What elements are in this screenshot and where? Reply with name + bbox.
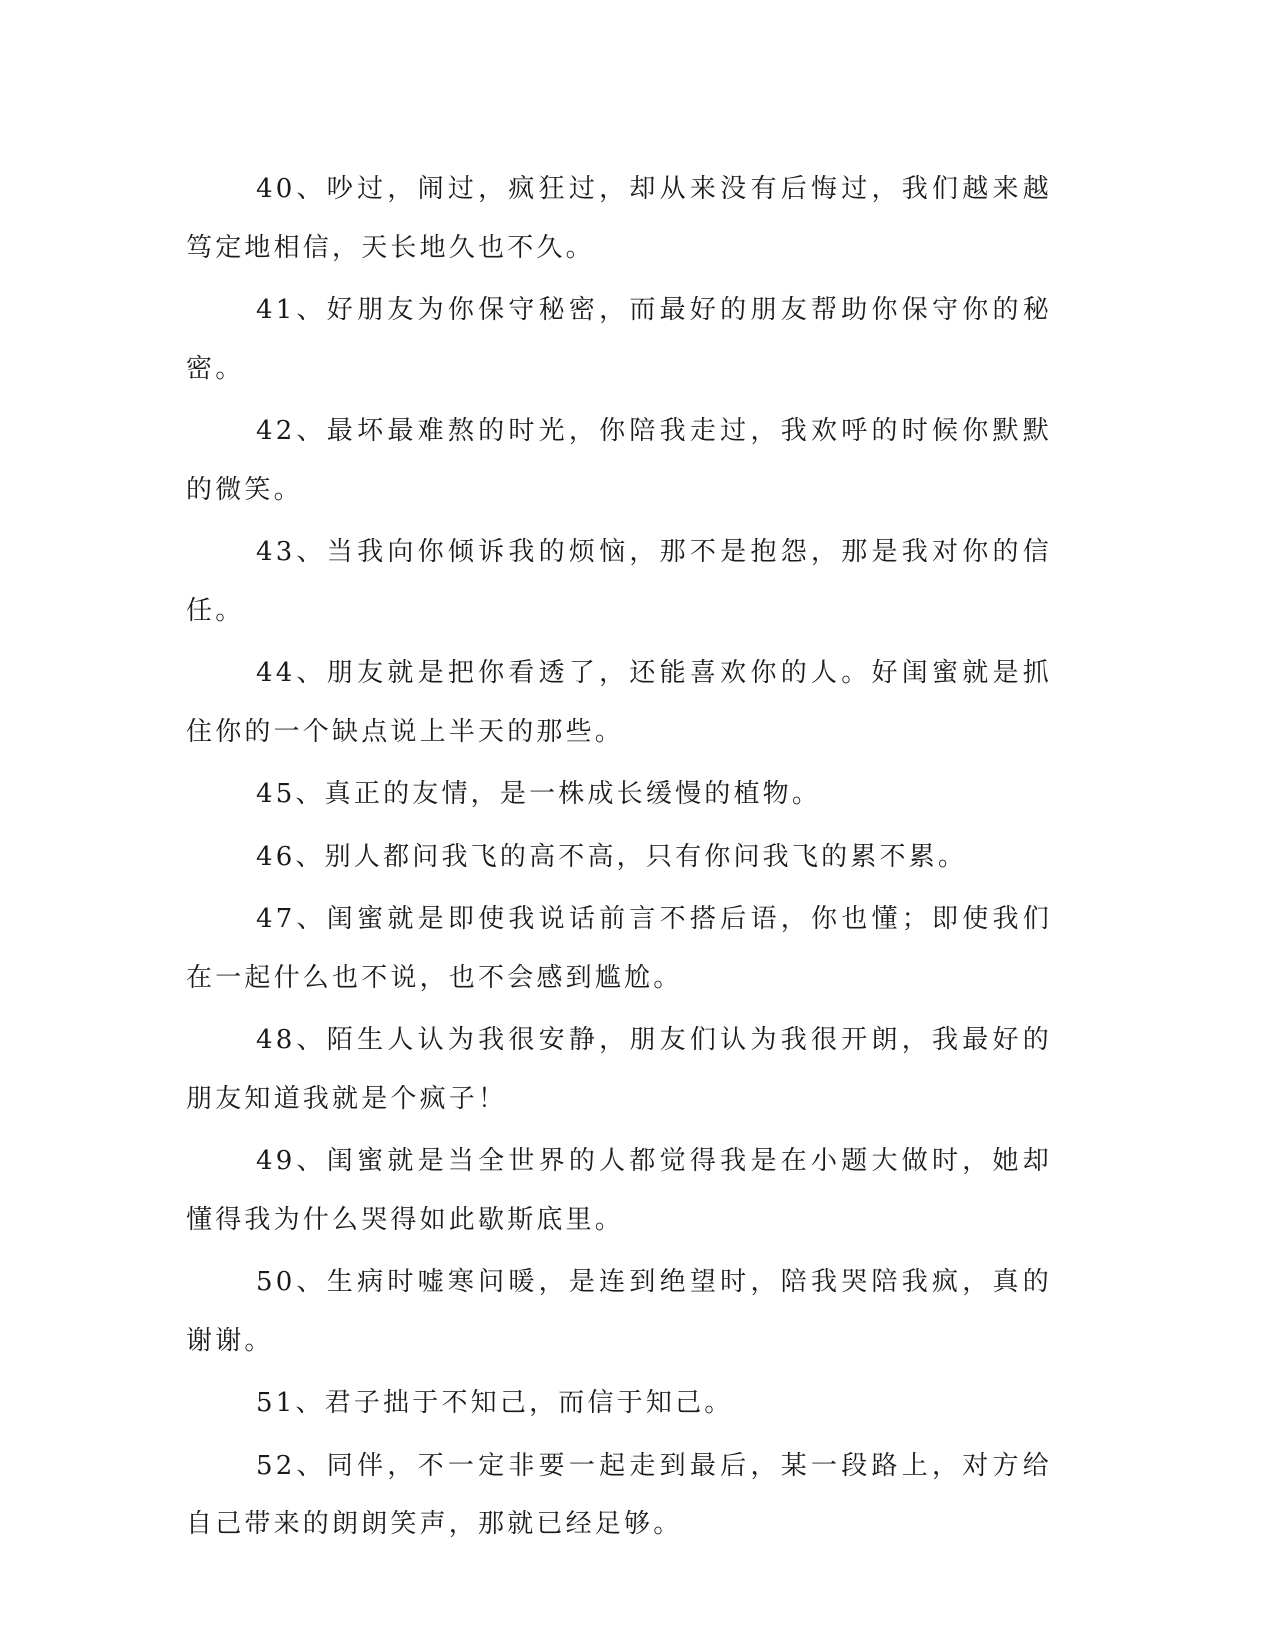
paragraph-47: 47、闺蜜就是即使我说话前言不搭后语，你也懂；即使我们在一起什么也不说，也不会感到尴尬。 <box>186 904 1052 993</box>
document-body <box>186 160 1052 1558</box>
paragraph-40: 40、吵过，闹过，疯狂过，却从来没有后悔过，我们越来越笃定地相信，天长地久也不久。 <box>186 174 1052 263</box>
paragraph-46: 46、别人都问我飞的高不高，只有你问我飞的累不累。 <box>256 841 968 872</box>
paragraph-48: 48、陌生人认为我很安静，朋友们认为我很开朗，我最好的朋友知道我就是个疯子！ <box>186 1025 1052 1114</box>
paragraph-41: 41、好朋友为你保守秘密，而最好的朋友帮助你保守你的秘密。 <box>186 295 1052 384</box>
paragraph-45: 45、真正的友情，是一株成长缓慢的植物。 <box>256 779 822 809</box>
paragraph-51: 51、君子拙于不知己，而信于知己。 <box>256 1388 734 1418</box>
paragraph-44: 44、朋友就是把你看透了，还能喜欢你的人。好闺蜜就是抓住你的一个缺点说上半天的那些。 <box>186 658 1052 747</box>
paragraph-42: 42、最坏最难熬的时光，你陪我走过，我欢呼的时候你默默的微笑。 <box>186 416 1052 505</box>
paragraph-43: 43、当我向你倾诉我的烦恼，那不是抱怨，那是我对你的信任。 <box>186 537 1052 626</box>
paragraph-52: 52、同伴，不一定非要一起走到最后，某一段路上，对方给自己带来的朗朗笑声，那就已经足够。 <box>186 1450 1052 1539</box>
paragraph-49: 49、闺蜜就是当全世界的人都觉得我是在小题大做时，她却懂得我为什么哭得如此歇斯底里。 <box>186 1146 1052 1235</box>
paragraph-50: 50、生病时嘘寒问暖，是连到绝望时，陪我哭陪我疯，真的谢谢。 <box>186 1267 1052 1356</box>
